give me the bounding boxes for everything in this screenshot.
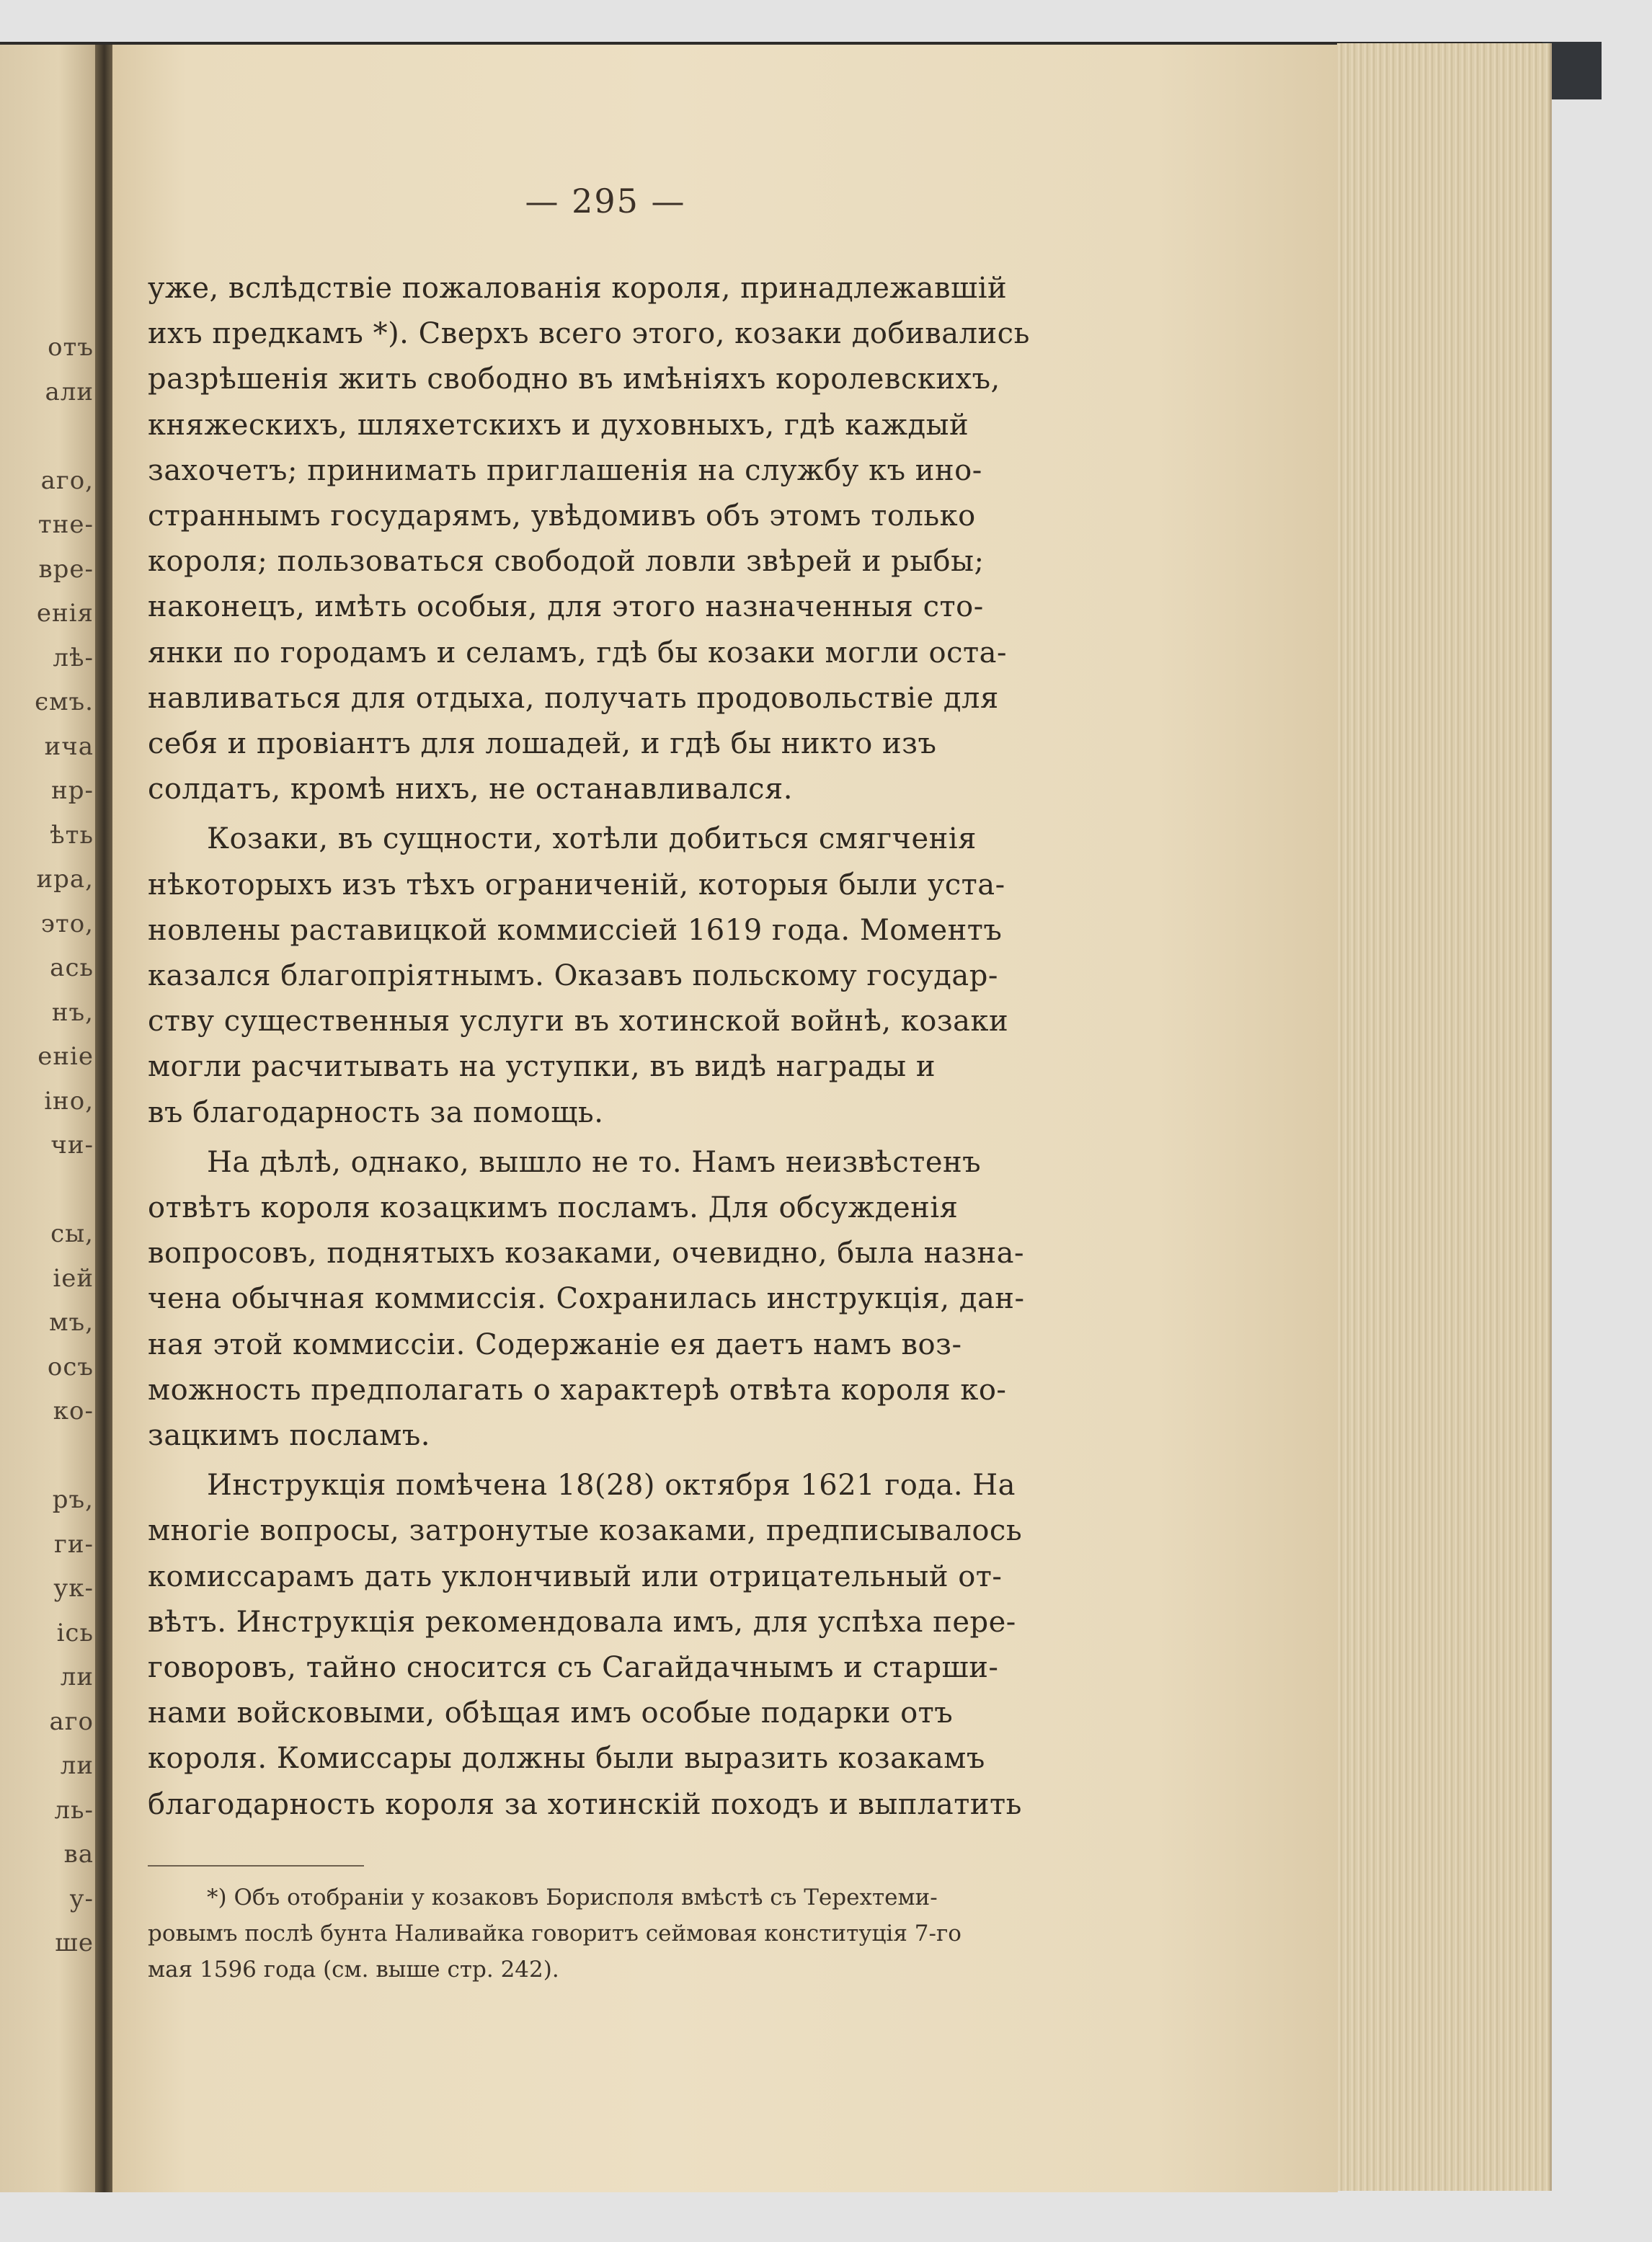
left-page-fragment: тне- <box>37 510 94 539</box>
text-line: себя и провіантъ для лошадей, и гдѣ бы никто изъ <box>148 727 937 760</box>
left-page-fragment: іно, <box>44 1086 94 1116</box>
text-line: янки по городамъ и селамъ, гдѣ бы козаки могли оста- <box>148 636 1007 670</box>
text-line: ная этой коммиссіи. Содержаніе ея даетъ намъ воз- <box>148 1327 962 1361</box>
text-line: нѣкоторыхъ изъ тѣхъ ограниченій, которыя были уста- <box>148 868 1005 902</box>
left-page-fragment: лѣ- <box>53 643 94 672</box>
left-page-fragment: еніе <box>37 1042 94 1071</box>
text-line: вѣтъ. Инструкція рекомендовала имъ, для успѣха пере- <box>148 1605 1016 1639</box>
text-line: уже, вслѣдствіе пожалованія короля, принадлежавшій <box>148 272 1008 305</box>
left-page-fragment: ича <box>44 731 94 761</box>
left-page-fragment: нр- <box>51 776 94 805</box>
text-line: захочетъ; принимать приглашенія на службу къ ино- <box>148 453 982 487</box>
page-number: — 295 — <box>525 182 686 221</box>
text-line: въ благодарность за помощь. <box>148 1095 604 1129</box>
text-line: можность предполагать о характерѣ отвѣта короля ко- <box>148 1373 1007 1407</box>
text-line: навливаться для отдыха, получать продовольствіе для <box>148 681 999 715</box>
left-page-fragment: чи- <box>50 1131 94 1160</box>
left-page-fragment: енія <box>36 599 94 628</box>
left-page-fragment: ась <box>50 953 94 982</box>
left-page-fragment: ємъ. <box>35 688 94 716</box>
left-page-fragment: нъ, <box>51 997 94 1027</box>
left-page-fragment: осъ <box>47 1352 94 1382</box>
left-page-fragment: ръ, <box>52 1485 94 1514</box>
left-page-fragment: аго <box>49 1707 94 1736</box>
left-page-fragment: ли <box>60 1751 94 1780</box>
left-page-fragment: мъ, <box>49 1308 94 1337</box>
text-line: благодарность короля за хотинскій походъ и выплатить <box>148 1787 1022 1821</box>
footnote-line: ровымъ послѣ бунта Наливайка говоритъ сеймовая конституція 7-го <box>148 1921 962 1947</box>
text-line: страннымъ государямъ, увѣдомивъ объ этомъ только <box>148 499 976 533</box>
page-block-edge <box>1337 43 1552 2191</box>
text-line: многіе вопросы, затронутые козаками, предписывалось <box>148 1514 1023 1548</box>
text-line: говоровъ, тайно сносится съ Сагайдачнымъ и старши- <box>148 1651 999 1684</box>
left-page-fragment: али <box>45 377 94 406</box>
text-line: Инструкція помѣчена 18(28) октября 1621 года. На <box>207 1469 1016 1503</box>
text-line: казался благопріятнымъ. Оказавъ польскому государ- <box>148 959 998 992</box>
left-page-fragment: у- <box>69 1884 94 1913</box>
text-line: На дѣлѣ, однако, вышло не то. Намъ неизвѣстенъ <box>207 1145 982 1179</box>
text-line: солдатъ, кромѣ нихъ, не останавливался. <box>148 773 794 806</box>
left-page-fragment: это, <box>40 909 94 938</box>
text-line: нами войсковыми, обѣщая имъ особые подарки отъ <box>148 1696 954 1730</box>
text-line: отвѣтъ короля козацкимъ посламъ. Для обсужденія <box>148 1191 959 1224</box>
text-line: княжескихъ, шляхетскихъ и духовныхъ, гдѣ каждый <box>148 408 969 442</box>
left-page-fragment: ги- <box>54 1529 94 1559</box>
footnote-line: *) Объ отобраніи у козаковъ Борисполя вмѣстѣ съ Терехтеми- <box>207 1885 938 1910</box>
left-page-fragment: сы, <box>50 1219 94 1248</box>
left-page-fragment: отъ <box>48 333 94 362</box>
left-page <box>0 45 107 2192</box>
text-line: короля. Комиссары должны были выразить козакамъ <box>148 1742 985 1776</box>
left-page-fragment: ль- <box>54 1795 94 1825</box>
text-line: ству существенныя услуги въ хотинской войнѣ, козаки <box>148 1005 1009 1038</box>
text-line: зацкимъ посламъ. <box>148 1419 431 1452</box>
text-line: могли расчитывать на уступки, въ видѣ награды и <box>148 1050 936 1084</box>
left-page-fragment: ѣть <box>50 820 94 850</box>
text-line: комиссарамъ дать уклончивый или отрицательный от- <box>148 1560 1003 1593</box>
text-line: новлены раставицкой коммиссіей 1619 года. Моментъ <box>148 913 1003 947</box>
footnote-line: мая 1596 года (см. выше стр. 242). <box>148 1957 559 1983</box>
text-line: короля; пользоваться свободой ловли звѣрей и рыбы; <box>148 545 985 579</box>
left-page-fragment: аго, <box>40 466 94 495</box>
left-page-fragment: вре- <box>38 554 94 584</box>
left-page-fragment: іей <box>53 1263 94 1293</box>
footnote-divider <box>148 1865 364 1867</box>
text-line: вопросовъ, поднятыхъ козаками, очевидно, была назна- <box>148 1237 1024 1271</box>
left-page-fragment: ше <box>55 1929 94 1957</box>
text-line: наконецъ, имѣть особыя, для этого назначенныя сто- <box>148 590 984 624</box>
left-page-fragment: ук- <box>53 1574 94 1603</box>
text-line: Козаки, въ сущности, хотѣли добиться смягченія <box>207 822 977 856</box>
text-line: разрѣшенія жить свободно въ имѣніяхъ королевскихъ, <box>148 362 1000 396</box>
text-line: чена обычная коммиссія. Сохранилась инструкція, дан- <box>148 1282 1025 1316</box>
left-page-fragment: ира, <box>36 865 94 894</box>
text-line: ихъ предкамъ *). Сверхъ всего этого, козаки добивались <box>148 317 1030 351</box>
left-page-fragment: ісь <box>56 1618 94 1647</box>
left-page-fragment: ли <box>60 1663 94 1691</box>
left-page-fragment: ва <box>63 1840 94 1869</box>
left-page-fragment: ко- <box>53 1397 94 1425</box>
